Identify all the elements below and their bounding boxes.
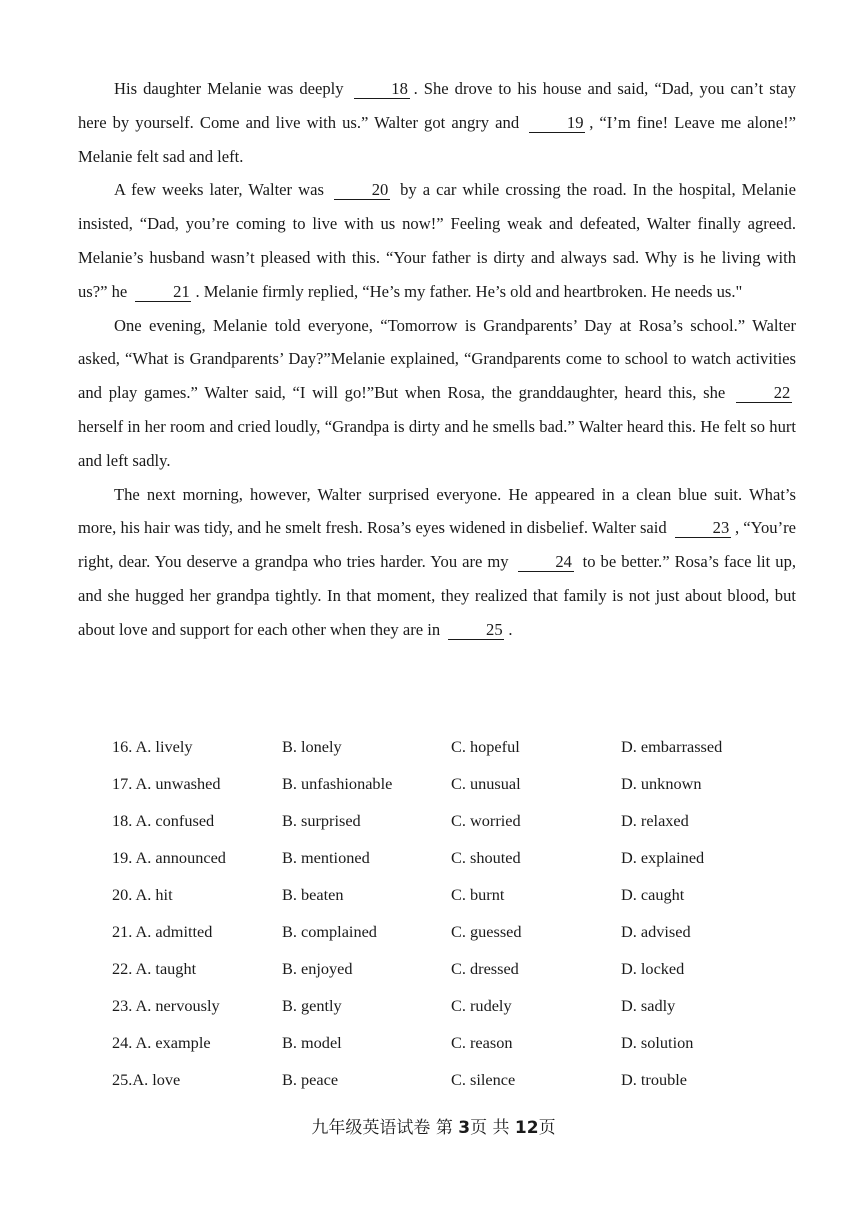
answer-blank: 22 <box>736 383 792 403</box>
question-options-18 <box>112 811 812 848</box>
option-a: 18. A. confused <box>112 811 215 830</box>
passage-text: by a car while crossing the road. In the hospital, Melanie insisted, “Dad, you’re coming to live with us now!” Feeling weak and defeated, Walter finally agreed. Melanie’s husband wasn’t pleased with this. “Your father is dirty and always sad. Why is he living with us?” he <box>78 180 797 301</box>
passage-text: , “I’m fine! Leave me alone!” Melanie felt sad and left. <box>78 112 796 166</box>
option-d: D. sadly <box>621 996 676 1015</box>
passage-text: The next morning, however, Walter surprised everyone. He appeared in a clean blue suit. What’s more, his hair was tidy, and he smelt fresh. Rosa’s eyes widened in disbelief. Walter said <box>78 484 796 538</box>
passage-text: . She drove to his house and said, “Dad, you can’t stay here by yourself. Come and live with us.” Walter got angry and <box>78 79 796 132</box>
question-options-21 <box>112 922 812 959</box>
option-a: 25.A. love <box>112 1070 181 1089</box>
passage-text: . Melanie firmly replied, “He’s my father. He’s old and heartbroken. He needs us." <box>195 281 743 301</box>
page-footer <box>0 1113 867 1138</box>
question-options-25 <box>112 1070 812 1107</box>
option-a: 16. A. lively <box>112 737 193 756</box>
paragraph <box>78 72 796 173</box>
option-b: B. peace <box>282 1070 339 1089</box>
option-a: 17. A. unwashed <box>112 774 221 793</box>
option-c: C. rudely <box>451 996 512 1015</box>
question-options-23 <box>112 996 812 1033</box>
question-options-24 <box>112 1033 812 1070</box>
passage-text: A few weeks later, Walter was <box>114 180 324 200</box>
question-options-22 <box>112 959 812 996</box>
option-d: D. explained <box>621 848 705 867</box>
footer-text: 页 共 <box>470 1118 515 1138</box>
option-c: C. burnt <box>451 885 505 904</box>
passage-text: herself in her room and cried loudly, “Grandpa is dirty and he smells bad.” Walter heard this. He felt so hurt and left sadly. <box>78 416 796 470</box>
answer-blank: 25 <box>448 620 504 640</box>
passage-text: One evening, Melanie told everyone, “Tomorrow is Grandparents’ Day at Rosa’s school.” Walter asked, “What is Grandparents’ Day?”Melanie explained, “Grandparents come to school to watch activities and play games.” Walter said, “I will go!”But when Rosa, the granddaughter, heard this, she <box>78 315 796 403</box>
option-a: 22. A. taught <box>112 959 197 978</box>
option-a: 23. A. nervously <box>112 996 220 1015</box>
option-b: B. enjoyed <box>282 959 353 978</box>
option-c: C. guessed <box>451 922 522 941</box>
reading-passage <box>78 72 796 647</box>
option-b: B. surprised <box>282 811 361 830</box>
option-a: 20. A. hit <box>112 885 173 904</box>
option-b: B. gently <box>282 996 342 1015</box>
footer-text: 九年级英语试卷 第 <box>311 1118 459 1138</box>
question-options-17 <box>112 774 812 811</box>
option-d: D. embarrassed <box>621 737 723 756</box>
paragraph <box>78 309 796 478</box>
option-d: D. relaxed <box>621 811 689 830</box>
option-a: 21. A. admitted <box>112 922 213 941</box>
paragraph <box>78 478 796 647</box>
answer-blank: 18 <box>354 79 410 99</box>
option-d: D. caught <box>621 885 685 904</box>
answer-blank: 20 <box>334 180 390 200</box>
question-options-16 <box>112 737 812 774</box>
answer-blank: 19 <box>529 113 585 133</box>
option-b: B. unfashionable <box>282 774 393 793</box>
question-options-20 <box>112 885 812 922</box>
option-a: 19. A. announced <box>112 848 226 867</box>
option-c: C. silence <box>451 1070 516 1089</box>
passage-text: His daughter Melanie was deeply <box>114 79 344 98</box>
question-options-19 <box>112 848 812 885</box>
footer-text: 页 <box>538 1118 556 1138</box>
option-c: C. shouted <box>451 848 521 867</box>
option-d: D. trouble <box>621 1070 688 1089</box>
paragraph <box>78 173 796 308</box>
option-c: C. hopeful <box>451 737 520 756</box>
answer-blank: 24 <box>518 552 574 572</box>
option-b: B. model <box>282 1033 342 1052</box>
option-c: C. unusual <box>451 774 521 793</box>
option-a: 24. A. example <box>112 1033 211 1052</box>
option-d: D. solution <box>621 1033 694 1052</box>
option-c: C. reason <box>451 1033 513 1052</box>
option-d: D. advised <box>621 922 691 941</box>
option-d: D. locked <box>621 959 685 978</box>
option-c: C. dressed <box>451 959 519 978</box>
page-number: 3 <box>458 1118 471 1138</box>
option-b: B. complained <box>282 922 377 941</box>
passage-text: . <box>508 619 513 639</box>
option-d: D. unknown <box>621 774 702 793</box>
answer-blank: 21 <box>135 282 191 302</box>
answer-options <box>112 737 812 1107</box>
passage-text: , “You’re right, dear. You deserve a grandpa who tries harder. You are my <box>78 518 797 572</box>
total-pages: 12 <box>514 1118 539 1138</box>
option-c: C. worried <box>451 811 521 830</box>
option-b: B. beaten <box>282 885 344 904</box>
option-b: B. mentioned <box>282 848 370 867</box>
answer-blank: 23 <box>675 518 731 538</box>
passage-text: to be better.” Rosa’s face lit up, and she hugged her grandpa tightly. In that moment, they realized that family is not just about blood, but about love and support for each other when they are in <box>78 552 797 639</box>
option-b: B. lonely <box>282 737 342 756</box>
